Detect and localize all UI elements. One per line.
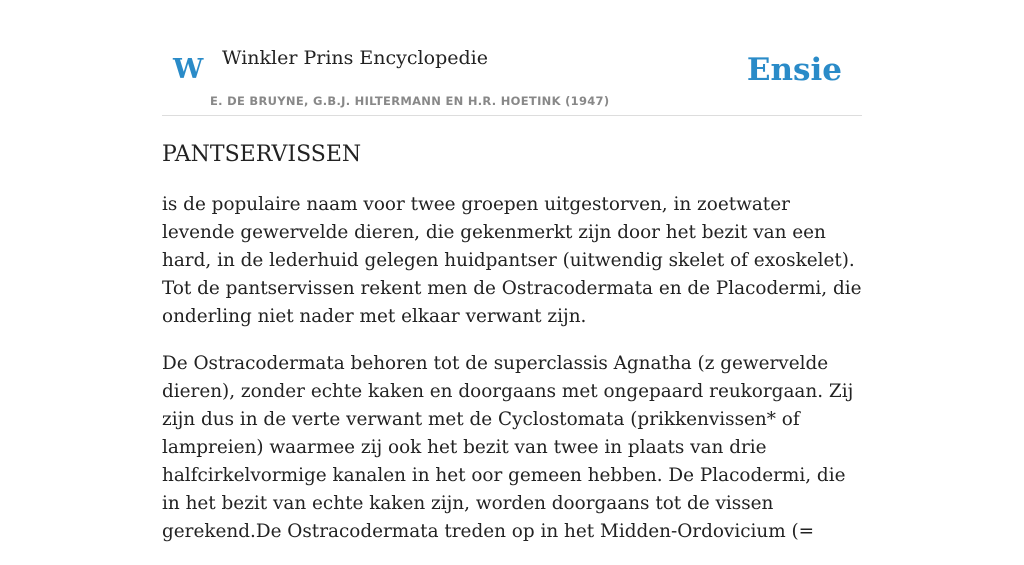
ensie-logo-link[interactable]: Ensie (746, 52, 842, 88)
source-title[interactable]: Winkler Prins Encyclopedie (222, 47, 488, 69)
source-header (162, 0, 862, 116)
article-title: PANTSERVISSEN (162, 142, 362, 167)
source-authors: E. DE BRUYNE, G.B.J. HILTERMANN EN H.R. HOETINK (1947) (210, 94, 610, 108)
article-paragraph: is de populaire naam voor twee groepen uitgestorven, in zoetwater levende gewervelde dieren, die gekenmerkt zijn door het bezit van een hard, in de lederhuid gelegen huidpantser (uitwendig skelet of exoskelet). Tot de pantservissen rekent men de Ostracodermata en de Placodermi, die onderling niet nader met elkaar verwant zijn. (162, 194, 862, 327)
source-logo-icon[interactable]: W (173, 54, 204, 85)
article-paragraph: De Ostracodermata behoren tot de superclassis Agnatha (z gewervelde dieren), zonder echte kaken en doorgaans met ongepaard reukorgaan. Zij zijn dus in de verte verwant met de Cyclostomata (prikkenvissen* of lampreien) waarmee zij ook het bezit van twee in plaats van drie halfcirkelvormige kanalen in het oor gemeen hebben. De Placodermi, die in het bezit van echte kaken zijn, worden doorgaans tot de vissen gerekend.De Ostracodermata treden op in het Midden-Ordovicium (= (162, 353, 854, 542)
page-container (162, 0, 862, 542)
article-body (162, 191, 862, 565)
